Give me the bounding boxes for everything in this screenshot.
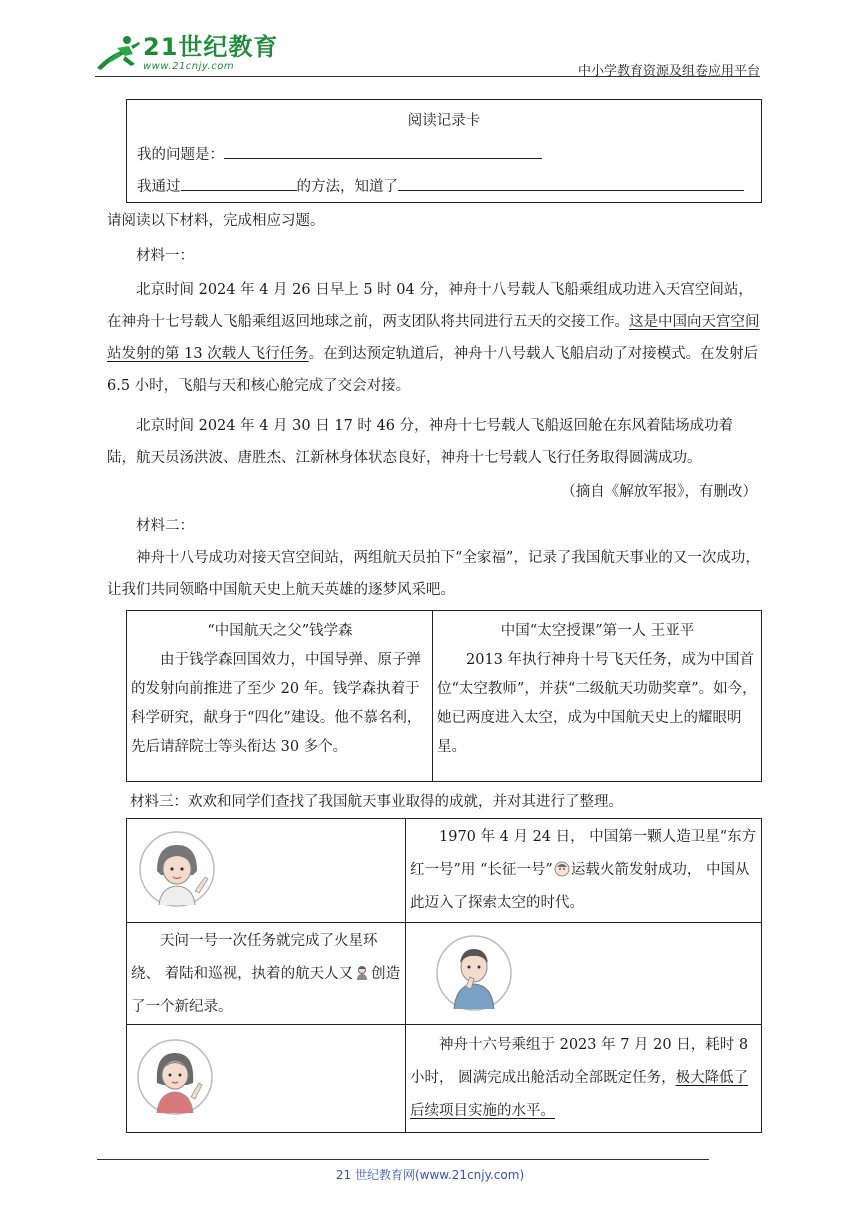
achievement-text: 神舟十六号乘组于 2023 年 7 月 20 日，耗时 8 小时， 圆满完成出舱活动全部既定任务， [410,1037,749,1086]
material1-p1-text-end: 。在到达预定轨道后，神舟十八号载人飞船启动了对接模式。在发射后 6.5 小时，飞船与天和核心舱完成了交会对接。 [107,346,759,394]
achievement-text-1970 [406,819,761,920]
hero-body-dotted: 执着 [376,681,406,697]
achievement-text: 1970 年 4 月 24 日， 中国第一颗人造卫星“东方红一号”用 “长征一号” [410,829,757,878]
knowledge-blank[interactable] [398,174,744,191]
material2-intro: 神舟十八号成功对接天宫空间站，两组航天员拍下“全家福”，记录了我国航天事业的又一次成功，让我们共同领略中国航天史上航天英雄的逐梦风采吧。 [107,550,760,598]
achievements-table [126,818,762,1133]
hero-body [131,646,429,762]
achievement-text: 创造了一个新纪录。 [131,966,401,1015]
boy-avatar-icon [436,935,512,1011]
method-line [137,174,744,196]
material1-label: 材料一： [136,248,194,264]
method-blank[interactable] [181,174,297,191]
hero-title: “中国航天之父”钱学森 [207,623,353,639]
material2-label: 材料二： [136,518,194,534]
hero-body-text: 由于钱学森回国效力，中国导弹、原子弹的发射向前推进了至少 20 年。钱学森 [131,652,421,697]
logo-title: 21世纪教育 [143,33,279,61]
reading-record-card [126,99,762,203]
hero-body-text: 于科学研究，献身于“四化”建设。他不 [131,681,420,726]
material1-paragraph1 [107,274,761,402]
hero-title: 中国“太空授课”第一人 王亚平 [500,623,695,639]
platform-name: 中小学教育资源及组卷应用平台 [577,64,760,79]
hero-body-dotted: 慕 [363,710,378,726]
question-line [137,142,542,164]
achievement-text-tianwen [127,923,405,1024]
achievement-text: 天问一号一次任务就完成了火星环绕、 着陆和巡视，执着的航天人又 [131,933,378,982]
avatar-cell-girl-2 [127,1025,406,1133]
question-blank[interactable] [224,142,542,159]
hero-body: 2013 年执行神舟十号飞天任务，成为中国首位“太空教师”，并获“二级航天功勋奖章”。如今，她已两度进入太空，成为中国航天史上的耀眼明星。 [437,652,757,755]
heroes-table [126,610,762,782]
footer-divider [97,1159,709,1160]
page-header [95,30,760,80]
achievement-cell-tianwen [127,923,406,1025]
avatar-cell-girl [127,819,406,923]
logo-url: www.21cnjy.com [143,61,235,72]
achievement-underlined-sentence: 极大降低了后续项目实施的水平。 [410,1070,749,1119]
avatar-cell-boy [406,923,762,1025]
achievement-text-shenzhou16 [406,1025,761,1128]
instruction: 请阅读以下材料，完成相应习题。 [107,213,325,229]
card-title: 阅读记录卡 [407,113,481,129]
header-divider [95,76,760,77]
runner-logo-icon [95,34,141,74]
hero-cell-wangyaping [433,611,762,782]
material3-label: 材料三：欢欢和同学们查找了我国航天事业取得的成就，并对其进行了整理。 [130,794,623,810]
hero-cell-qianxuesen [127,611,433,782]
method-prefix: 我通过 [137,179,181,195]
achievement-cell-shenzhou16 [406,1025,762,1133]
material1-underlined-sentence: 这是中国向天宫空间站发射的第 13 次载人飞行任务 [107,314,760,362]
achievement-cell-1970 [406,819,762,923]
footer-site: 21 世纪教育网(www.21cnjy.com) [335,1168,525,1182]
logo [95,34,278,74]
girl-avatar-icon [139,831,215,907]
method-middle: 的方法，知道了 [296,179,398,195]
material1-paragraph2: 北京时间 2024 年 4 月 30 日 17 时 46 分，神舟十七号载人飞船返回舱在东风着陆场成功着陆，航天员汤洪波、唐胜杰、江新林身体状态良好，神舟十七号载人飞行任务取得圆满成功。 [107,418,734,466]
girl-avatar-2-icon [137,1039,213,1115]
question-label: 我的问题是： [137,147,224,163]
person-emoji-icon [354,965,370,981]
material1-p1-text: 北京时间 2024 年 4 月 26 日早上 5 时 04 分，神舟十八号载人飞船乘组成功进入天宫空间站，在神舟十七号载人飞船乘组返回地球之前，两支团队将共同进行五天的交接工作。 [107,282,753,330]
achievement-text: 运载火箭发射成功， 中国从此迈入了探索太空的时代。 [410,862,750,911]
face-emoji-icon [554,861,570,877]
material1-source: （摘自《解放军报》，有删改） [561,484,757,500]
hero-body-text: 名利，先后请辞院士等头衔达 30 多个。 [131,710,422,755]
